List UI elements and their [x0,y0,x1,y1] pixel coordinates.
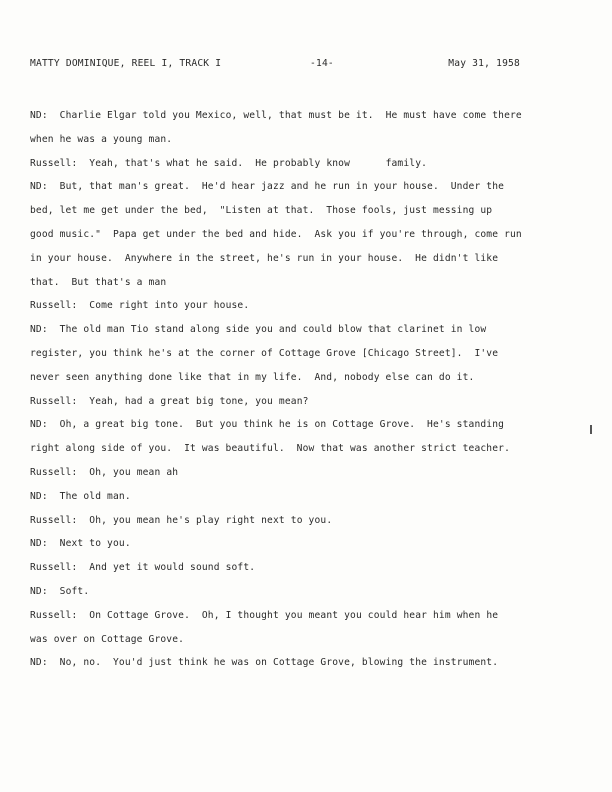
line-text: Yeah, had a great big tone, you mean? [89,395,309,407]
transcript-line [30,413,550,437]
transcript-paragraph [30,152,550,176]
speaker-label: ND: [30,419,48,431]
header-title: MATTY DOMINIQUE, REEL I, TRACK I [30,58,222,69]
line-text: Yeah, that's what he said. He probably know family. [89,157,428,169]
speaker-label: Russell: [30,562,78,574]
transcript-paragraph [30,556,550,580]
transcript-line [30,485,550,509]
transcript-paragraph [30,485,550,509]
transcript-line [30,509,550,533]
line-text: never seen anything done like that in my life. And, nobody else can do it. [30,371,475,383]
transcript-line [30,271,550,295]
transcript-paragraph [30,509,550,533]
transcript-line [30,247,550,271]
transcript-line [30,437,550,461]
line-text: Oh, you mean he's play right next to you. [89,514,333,526]
transcript-line [30,104,550,128]
line-text: Charlie Elgar told you Mexico, well, that must be it. He must have come there [59,110,522,121]
speaker-label: Russell: [30,609,78,621]
speaker-label: Russell: [30,514,78,526]
transcript-line [30,628,550,652]
page-header [30,58,520,72]
transcript-line [30,651,550,675]
line-text: Next to you. [59,538,131,550]
transcript-line [30,199,550,223]
transcript-paragraph [30,413,550,461]
transcript-line [30,175,550,199]
line-text: Soft. [59,585,90,597]
transcript-line [30,223,550,247]
line-text: when he was a young man. [30,133,173,145]
transcript-paragraph [30,318,550,389]
transcript-body [30,104,550,675]
transcript-paragraph [30,390,550,414]
transcript-paragraph [30,604,550,652]
transcript-paragraph [30,580,550,604]
speaker-label: ND: [30,657,48,669]
line-text: right along side of you. It was beautiful. Now that was another strict teacher. [30,443,510,455]
transcript-paragraph [30,532,550,556]
transcript-paragraph [30,175,550,294]
line-text: Oh, you mean ah [89,466,179,478]
transcript-line [30,152,550,176]
transcript-line [30,128,550,152]
speaker-label: Russell: [30,395,78,407]
speaker-label: ND: [30,110,48,121]
line-text: The old man Tio stand along side you and could blow that clarinet in low [59,324,487,336]
speaker-label: ND: [30,490,48,502]
transcript-paragraph [30,461,550,485]
line-text: in your house. Anywhere in the street, he's run in your house. He didn't like [30,252,499,264]
speaker-label: ND: [30,538,48,550]
line-text: And yet it would sound soft. [89,562,256,574]
speaker-label: Russell: [30,466,78,478]
speaker-label: ND: [30,181,48,193]
transcript-line [30,580,550,604]
scan-mark [590,425,592,434]
header-date: May 31, 1958 [448,58,520,69]
line-text: Oh, a great big tone. But you think he is on Cottage Grove. He's standing [59,419,505,431]
transcript-paragraph [30,651,550,675]
line-text: On Cottage Grove. Oh, I thought you meant you could hear him when he [89,609,499,621]
transcript-line [30,318,550,342]
transcript-line [30,556,550,580]
speaker-label: ND: [30,324,48,336]
line-text: No, no. You'd just think he was on Cottage Grove, blowing the instrument. [59,657,499,669]
transcript-line [30,390,550,414]
speaker-label: ND: [30,585,48,597]
speaker-label: Russell: [30,300,78,312]
page-number: -14- [310,58,334,69]
line-text: good music." Papa get under the bed and hide. Ask you if you're through, come run [30,228,522,240]
transcript-paragraph [30,294,550,318]
line-text: register, you think he's at the corner of Cottage Grove [Chicago Street]. I've [30,347,499,359]
transcript-line [30,366,550,390]
line-text: But, that man's great. He'd hear jazz and he run in your house. Under the [59,181,505,193]
line-text: bed, let me get under the bed, "Listen at that. Those fools, just messing up [30,205,493,217]
line-text: The old man. [59,490,131,502]
line-text: was over on Cottage Grove. [30,633,185,645]
transcript-line [30,532,550,556]
transcript-paragraph [30,104,550,152]
line-text: Come right into your house. [89,300,250,312]
speaker-label: Russell: [30,157,78,169]
transcript-line [30,461,550,485]
transcript-line [30,342,550,366]
transcript-line [30,294,550,318]
line-text: that. But that's a man [30,276,167,288]
transcript-line [30,604,550,628]
